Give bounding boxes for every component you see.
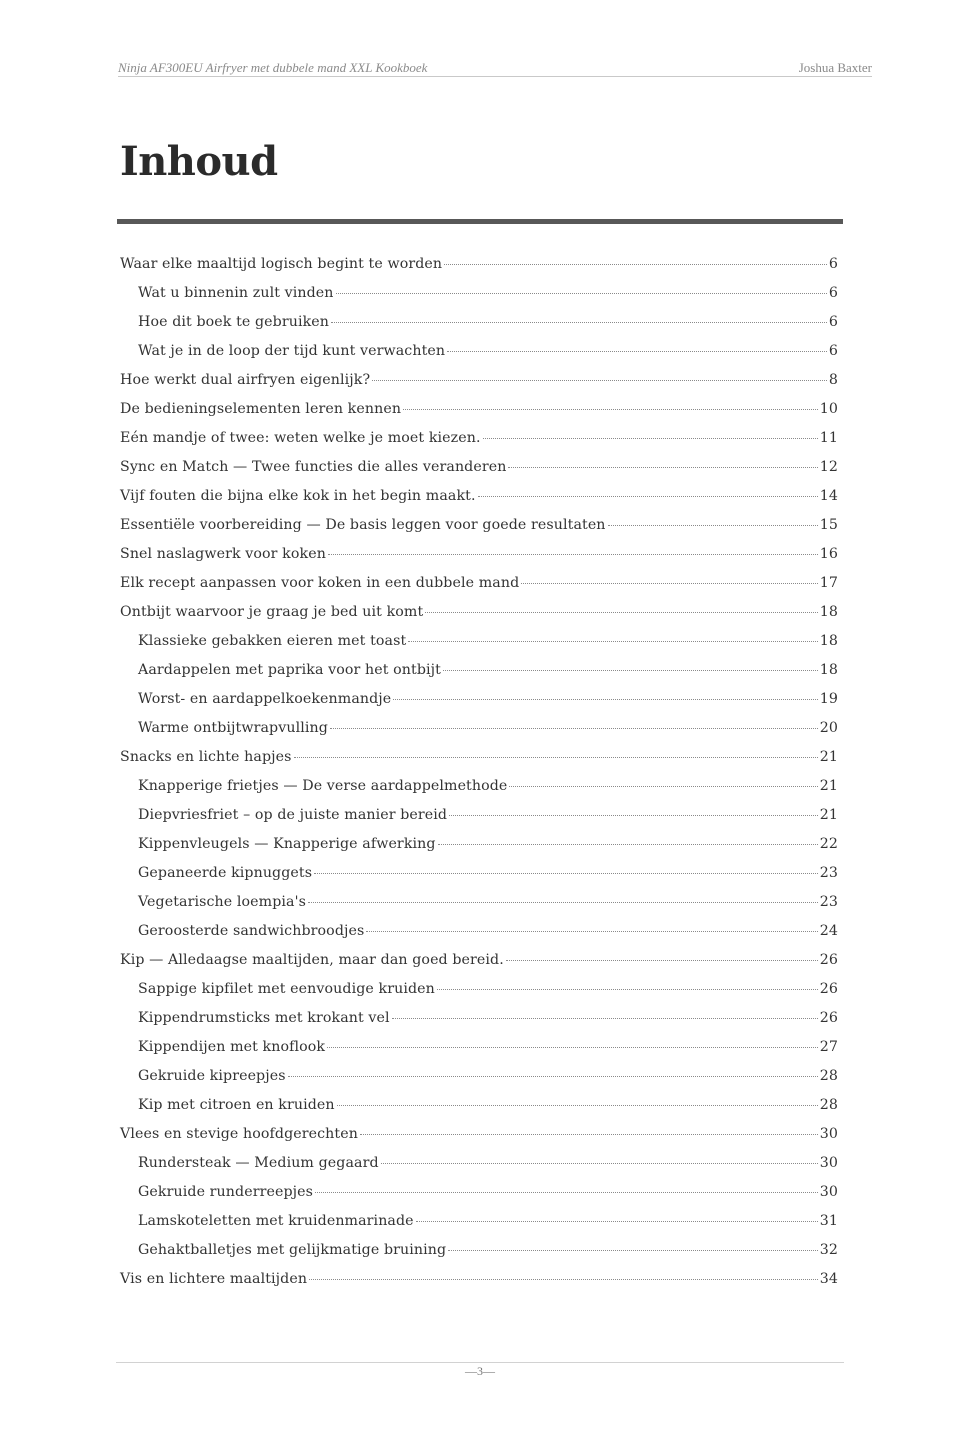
toc-entry-page: 17 — [819, 575, 838, 591]
toc-entry-page: 23 — [819, 894, 838, 910]
toc-entry-label: Kip met citroen en kruiden — [138, 1097, 335, 1113]
toc-entry-label: Snel naslagwerk voor koken — [120, 546, 326, 562]
toc-entry-page: 26 — [819, 1010, 838, 1026]
toc-entry-page: 6 — [828, 314, 838, 330]
toc-dot-leader — [437, 988, 818, 990]
toc-subentry[interactable] — [120, 285, 838, 314]
toc-dot-leader — [314, 872, 818, 874]
toc-entry[interactable] — [120, 401, 838, 430]
toc-dot-leader — [393, 698, 817, 700]
toc-dot-leader — [508, 466, 817, 468]
toc-entry-label: Sappige kipfilet met eenvoudige kruiden — [138, 981, 435, 997]
toc-entry-page: 15 — [819, 517, 838, 533]
footer-page-number: —3— — [465, 1364, 495, 1378]
toc-entry-label: Vlees en stevige hoofdgerechten — [120, 1126, 358, 1142]
toc-entry-page: 18 — [819, 662, 838, 678]
toc-dot-leader — [360, 1133, 818, 1135]
toc-entry-label: Kip — Alledaagse maaltijden, maar dan goed bereid. — [120, 952, 504, 968]
toc-dot-leader — [521, 582, 817, 584]
toc-subentry[interactable] — [120, 691, 838, 720]
toc-subentry[interactable] — [120, 314, 838, 343]
toc-entry-label: Vijf fouten die bijna elke kok in het begin maakt. — [120, 488, 476, 504]
toc-entry-label: Kippendijen met knoflook — [138, 1039, 326, 1055]
toc-entry[interactable] — [120, 430, 838, 459]
toc-dot-leader — [416, 1220, 818, 1222]
toc-entry[interactable] — [120, 546, 838, 575]
toc-entry-label: Waar elke maaltijd logisch begint te worden — [120, 256, 443, 272]
toc-subentry[interactable] — [120, 1155, 838, 1184]
toc-subentry[interactable] — [120, 894, 838, 923]
toc-entry[interactable] — [120, 1271, 838, 1300]
toc-subentry[interactable] — [120, 1068, 838, 1097]
toc-entry-page: 14 — [819, 488, 838, 504]
toc-dot-leader — [336, 292, 827, 294]
toc-entry-page: 28 — [819, 1068, 838, 1084]
toc-entry-page: 22 — [819, 836, 838, 852]
toc-entry[interactable] — [120, 604, 838, 633]
toc-entry[interactable] — [120, 488, 838, 517]
toc-dot-leader — [366, 930, 817, 932]
toc-entry-label: De bedieningselementen leren kennen — [120, 401, 402, 417]
running-header — [118, 60, 872, 77]
table-of-contents — [120, 256, 838, 1300]
toc-dot-leader — [327, 1046, 818, 1048]
toc-entry-page: 30 — [819, 1126, 838, 1142]
toc-entry-page: 20 — [819, 720, 838, 736]
toc-dot-leader — [425, 611, 817, 613]
toc-dot-leader — [403, 408, 818, 410]
toc-entry-label: Wat u binnenin zult vinden — [138, 285, 334, 301]
toc-subentry[interactable] — [120, 1184, 838, 1213]
toc-dot-leader — [608, 524, 818, 526]
toc-dot-leader — [448, 1249, 818, 1251]
toc-subentry[interactable] — [120, 1242, 838, 1271]
toc-subentry[interactable] — [120, 778, 838, 807]
toc-entry-label: Hoe dit boek te gebruiken — [138, 314, 330, 330]
toc-entry-label: Geroosterde sandwichbroodjes — [138, 923, 365, 939]
toc-entry-label: Ontbijt waarvoor je graag je bed uit komt — [120, 604, 424, 620]
toc-subentry[interactable] — [120, 633, 838, 662]
toc-dot-leader — [509, 785, 817, 787]
toc-entry-page: 6 — [828, 256, 838, 272]
toc-entry-label: Elk recept aanpassen voor koken in een dubbele mand — [120, 575, 520, 591]
toc-dot-leader — [478, 495, 818, 497]
toc-subentry[interactable] — [120, 1039, 838, 1068]
toc-entry-page: 23 — [819, 865, 838, 881]
toc-subentry[interactable] — [120, 1010, 838, 1039]
toc-dot-leader — [443, 669, 818, 671]
toc-entry-page: 27 — [819, 1039, 838, 1055]
toc-entry-page: 31 — [819, 1213, 838, 1229]
toc-entry-label: Eén mandje of twee: weten welke je moet kiezen. — [120, 430, 481, 446]
toc-dot-leader — [449, 814, 818, 816]
toc-entry-label: Hoe werkt dual airfryen eigenlijk? — [120, 372, 371, 388]
toc-entry-page: 12 — [819, 459, 838, 475]
toc-entry-label: Aardappelen met paprika voor het ontbijt — [138, 662, 441, 678]
toc-entry[interactable] — [120, 1126, 838, 1155]
toc-dot-leader — [328, 553, 818, 555]
toc-dot-leader — [294, 756, 818, 758]
toc-entry-page: 28 — [819, 1097, 838, 1113]
toc-entry-page: 6 — [828, 285, 838, 301]
toc-entry[interactable] — [120, 952, 838, 981]
toc-dot-leader — [330, 727, 818, 729]
toc-entry-label: Worst- en aardappelkoekenmandje — [138, 691, 392, 707]
toc-entry[interactable] — [120, 256, 838, 285]
toc-entry-page: 24 — [819, 923, 838, 939]
toc-entry-page: 10 — [819, 401, 838, 417]
toc-entry-page: 32 — [819, 1242, 838, 1258]
toc-dot-leader — [483, 437, 818, 439]
footer-divider — [116, 1362, 844, 1363]
toc-dot-leader — [444, 263, 827, 265]
toc-entry[interactable] — [120, 517, 838, 546]
toc-entry[interactable] — [120, 575, 838, 604]
toc-entry-label: Kippenvleugels — Knapperige afwerking — [138, 836, 436, 852]
toc-dot-leader — [372, 379, 827, 381]
toc-entry-page: 8 — [828, 372, 838, 388]
toc-entry-label: Warme ontbijtwrapvulling — [138, 720, 328, 736]
toc-dot-leader — [331, 321, 827, 323]
toc-dot-leader — [506, 959, 818, 961]
toc-entry-label: Lamskoteletten met kruidenmarinade — [138, 1213, 414, 1229]
toc-subentry[interactable] — [120, 720, 838, 749]
title-divider — [117, 219, 843, 224]
toc-entry-label: Gekruide kipreepjes — [138, 1068, 286, 1084]
toc-entry-label: Gepaneerde kipnuggets — [138, 865, 313, 881]
toc-entry-page: 30 — [819, 1155, 838, 1171]
toc-dot-leader — [288, 1075, 818, 1077]
toc-entry-page: 26 — [819, 981, 838, 997]
toc-entry-label: Knapperige frietjes — De verse aardappelmethode — [138, 778, 508, 794]
toc-dot-leader — [309, 1278, 818, 1280]
toc-dot-leader — [438, 843, 818, 845]
toc-dot-leader — [315, 1191, 818, 1193]
toc-entry[interactable] — [120, 459, 838, 488]
toc-subentry[interactable] — [120, 865, 838, 894]
toc-subentry[interactable] — [120, 981, 838, 1010]
toc-dot-leader — [392, 1017, 818, 1019]
toc-subentry[interactable] — [120, 836, 838, 865]
toc-subentry[interactable] — [120, 1213, 838, 1242]
toc-entry-label: Klassieke gebakken eieren met toast — [138, 633, 407, 649]
toc-dot-leader — [337, 1104, 818, 1106]
toc-subentry[interactable] — [120, 807, 838, 836]
toc-entry-label: Vegetarische loempia's — [138, 894, 306, 910]
toc-dot-leader — [447, 350, 827, 352]
toc-subentry[interactable] — [120, 1097, 838, 1126]
toc-entry-label: Sync en Match — Twee functies die alles veranderen — [120, 459, 507, 475]
toc-entry-page: 16 — [819, 546, 838, 562]
toc-entry-page: 18 — [819, 633, 838, 649]
toc-subentry[interactable] — [120, 662, 838, 691]
toc-entry-label: Diepvriesfriet – op de juiste manier bereid — [138, 807, 448, 823]
toc-dot-leader — [381, 1162, 818, 1164]
toc-dot-leader — [308, 901, 818, 903]
toc-entry[interactable] — [120, 749, 838, 778]
toc-entry-page: 11 — [819, 430, 838, 446]
toc-entry-label: Gehaktballetjes met gelijkmatige bruining — [138, 1242, 447, 1258]
toc-subentry[interactable] — [120, 923, 838, 952]
toc-entry-page: 26 — [819, 952, 838, 968]
toc-entry-page: 21 — [819, 749, 838, 765]
header-author: Joshua Baxter — [798, 60, 872, 75]
toc-entry-label: Vis en lichtere maaltijden — [120, 1271, 308, 1287]
toc-entry-page: 21 — [819, 807, 838, 823]
toc-entry[interactable] — [120, 372, 838, 401]
header-book-title: Ninja AF300EU Airfryer met dubbele mand XXL Kookboek — [118, 60, 428, 75]
toc-entry-page: 21 — [819, 778, 838, 794]
toc-entry-page: 19 — [819, 691, 838, 707]
toc-entry-label: Wat je in de loop der tijd kunt verwachten — [138, 343, 446, 359]
toc-entry-label: Gekruide runderreepjes — [138, 1184, 314, 1200]
toc-entry-page: 6 — [828, 343, 838, 359]
toc-entry-page: 34 — [819, 1271, 838, 1287]
toc-entry-label: Kippendrumsticks met krokant vel — [138, 1010, 390, 1026]
toc-entry-page: 18 — [819, 604, 838, 620]
toc-entry-label: Rundersteak — Medium gegaard — [138, 1155, 379, 1171]
toc-entry-label: Essentiële voorbereiding — De basis leggen voor goede resultaten — [120, 517, 606, 533]
page-title: Inhoud — [120, 138, 278, 185]
toc-subentry[interactable] — [120, 343, 838, 372]
toc-entry-label: Snacks en lichte hapjes — [120, 749, 292, 765]
toc-entry-page: 30 — [819, 1184, 838, 1200]
toc-dot-leader — [408, 640, 817, 642]
